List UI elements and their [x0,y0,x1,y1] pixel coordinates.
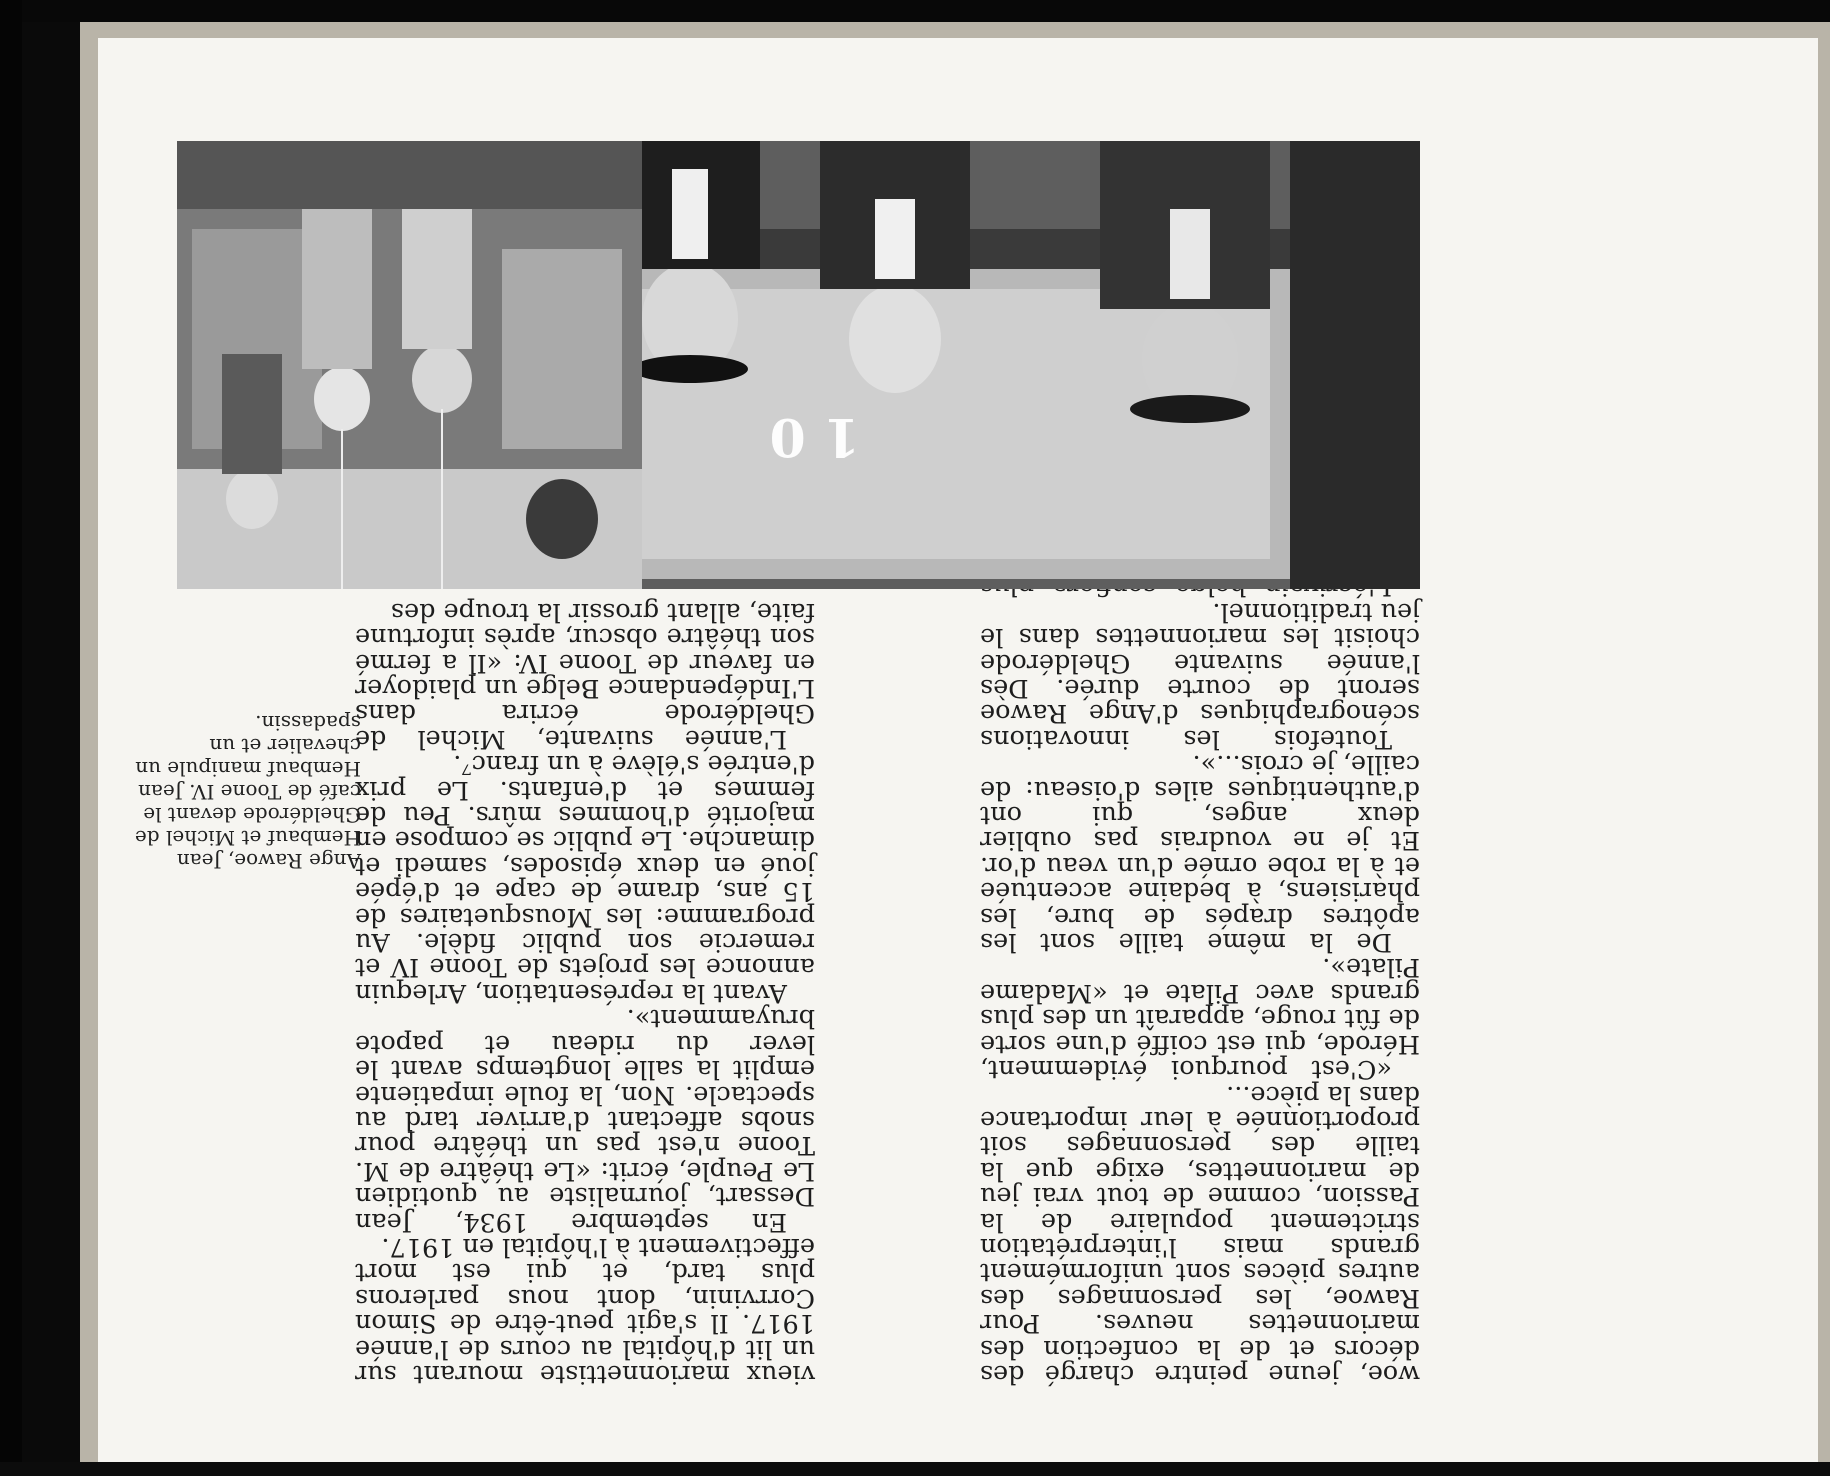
window-sign-text: 1 0 [769,406,860,467]
text-column-right [355,596,815,1389]
paragraph: woe, jeune peintre chargé des décors et de la confection des marionnettes neuves. Pour Rawoe, les personnages des autres pièces sont uniformément grands mais l'interprétation strictement populaire de la Passion, comme de tout vrai jeu de marionnettes, exige que la taille des personnages soit proportionnée à leur importance dans la pièce... [980,1079,1420,1389]
scanner-edge-bottom [0,1462,1830,1476]
paragraph: En septembre 1934, Jean Dessart, journaliste au quotidien Le Peuple, écrit: «Le théâtre de M. Toone n'est pas un théâtre pour snobs affectant d'arriver tard au spectacle. Non, la foule impatiente emplit la salle longtemps avant le lever du rideau et papote bruyamment». [355,1003,815,1237]
paragraph: «C'est pourquoi évidemment, Hérode, qui est coiffé d'une sorte de fût rouge, apparaît un des plus grands avec Pilate et «Madame Pilate». [980,952,1420,1085]
paragraph: De la même taille sont les apôtres drapés de bure, les pharisiens, à bedaine accentuée et à la robe ornée d'un veau d'or. Et je ne voudrais pas oublier deux anges, qui ont d'authentiques ailes d'oiseau: de caille, je crois...». [980,749,1420,958]
photo-marionettes [177,141,642,589]
paragraph: Toutefois les innovations scénographiques d'Ange Rawoe seront de courte durée. Dès l'année suivante Gheldérode choisit les marionnettes dans le jeu traditionnel. [980,596,1420,754]
paragraph: vieux marionnettiste mourant sur un lit d'hôpital au cours de l'année 1917. Il s'agit peut-être de Simon Corrvinin, dont nous parlerons plus tard, et qui est mort effectivement à l'hôpital en 1917. [355,1231,815,1389]
scanner-edge-left [0,0,22,1476]
paragraph: L'année suivante, Michel de Gheldérode écrira dans L'Indépendance Belge un plaidoyer en faveur de Toone IV: «Il a fermé son théâtre obscur, après infortune faite, allant grossir la troupe des [355,596,815,754]
photo-marionettes-image [177,141,642,589]
scanner-edge-top [0,0,1830,22]
photo-caption: Ange Rawoe, Jean Hembauf et Michel de Gheldérode devant le café de Toone IV. Jean Hembauf manipule un chevalier et un spadassin. [134,711,361,873]
paragraph: Avant la représentation, Arlequin annonce les projets de Toone IV et remercie son public fidèle. Au programme: les Mousquetaires de 15 ans, drame de cape et d'épée joué en deux épisodes, samedi et dimanche. Le public se compose en majorité d'hommes mûrs. Peu de femmes et d'enfants. Le prix d'entrée s'élève à un franc⁷. [355,749,815,1008]
book-page [98,38,1818,1462]
text-column-left [980,497,1420,1389]
